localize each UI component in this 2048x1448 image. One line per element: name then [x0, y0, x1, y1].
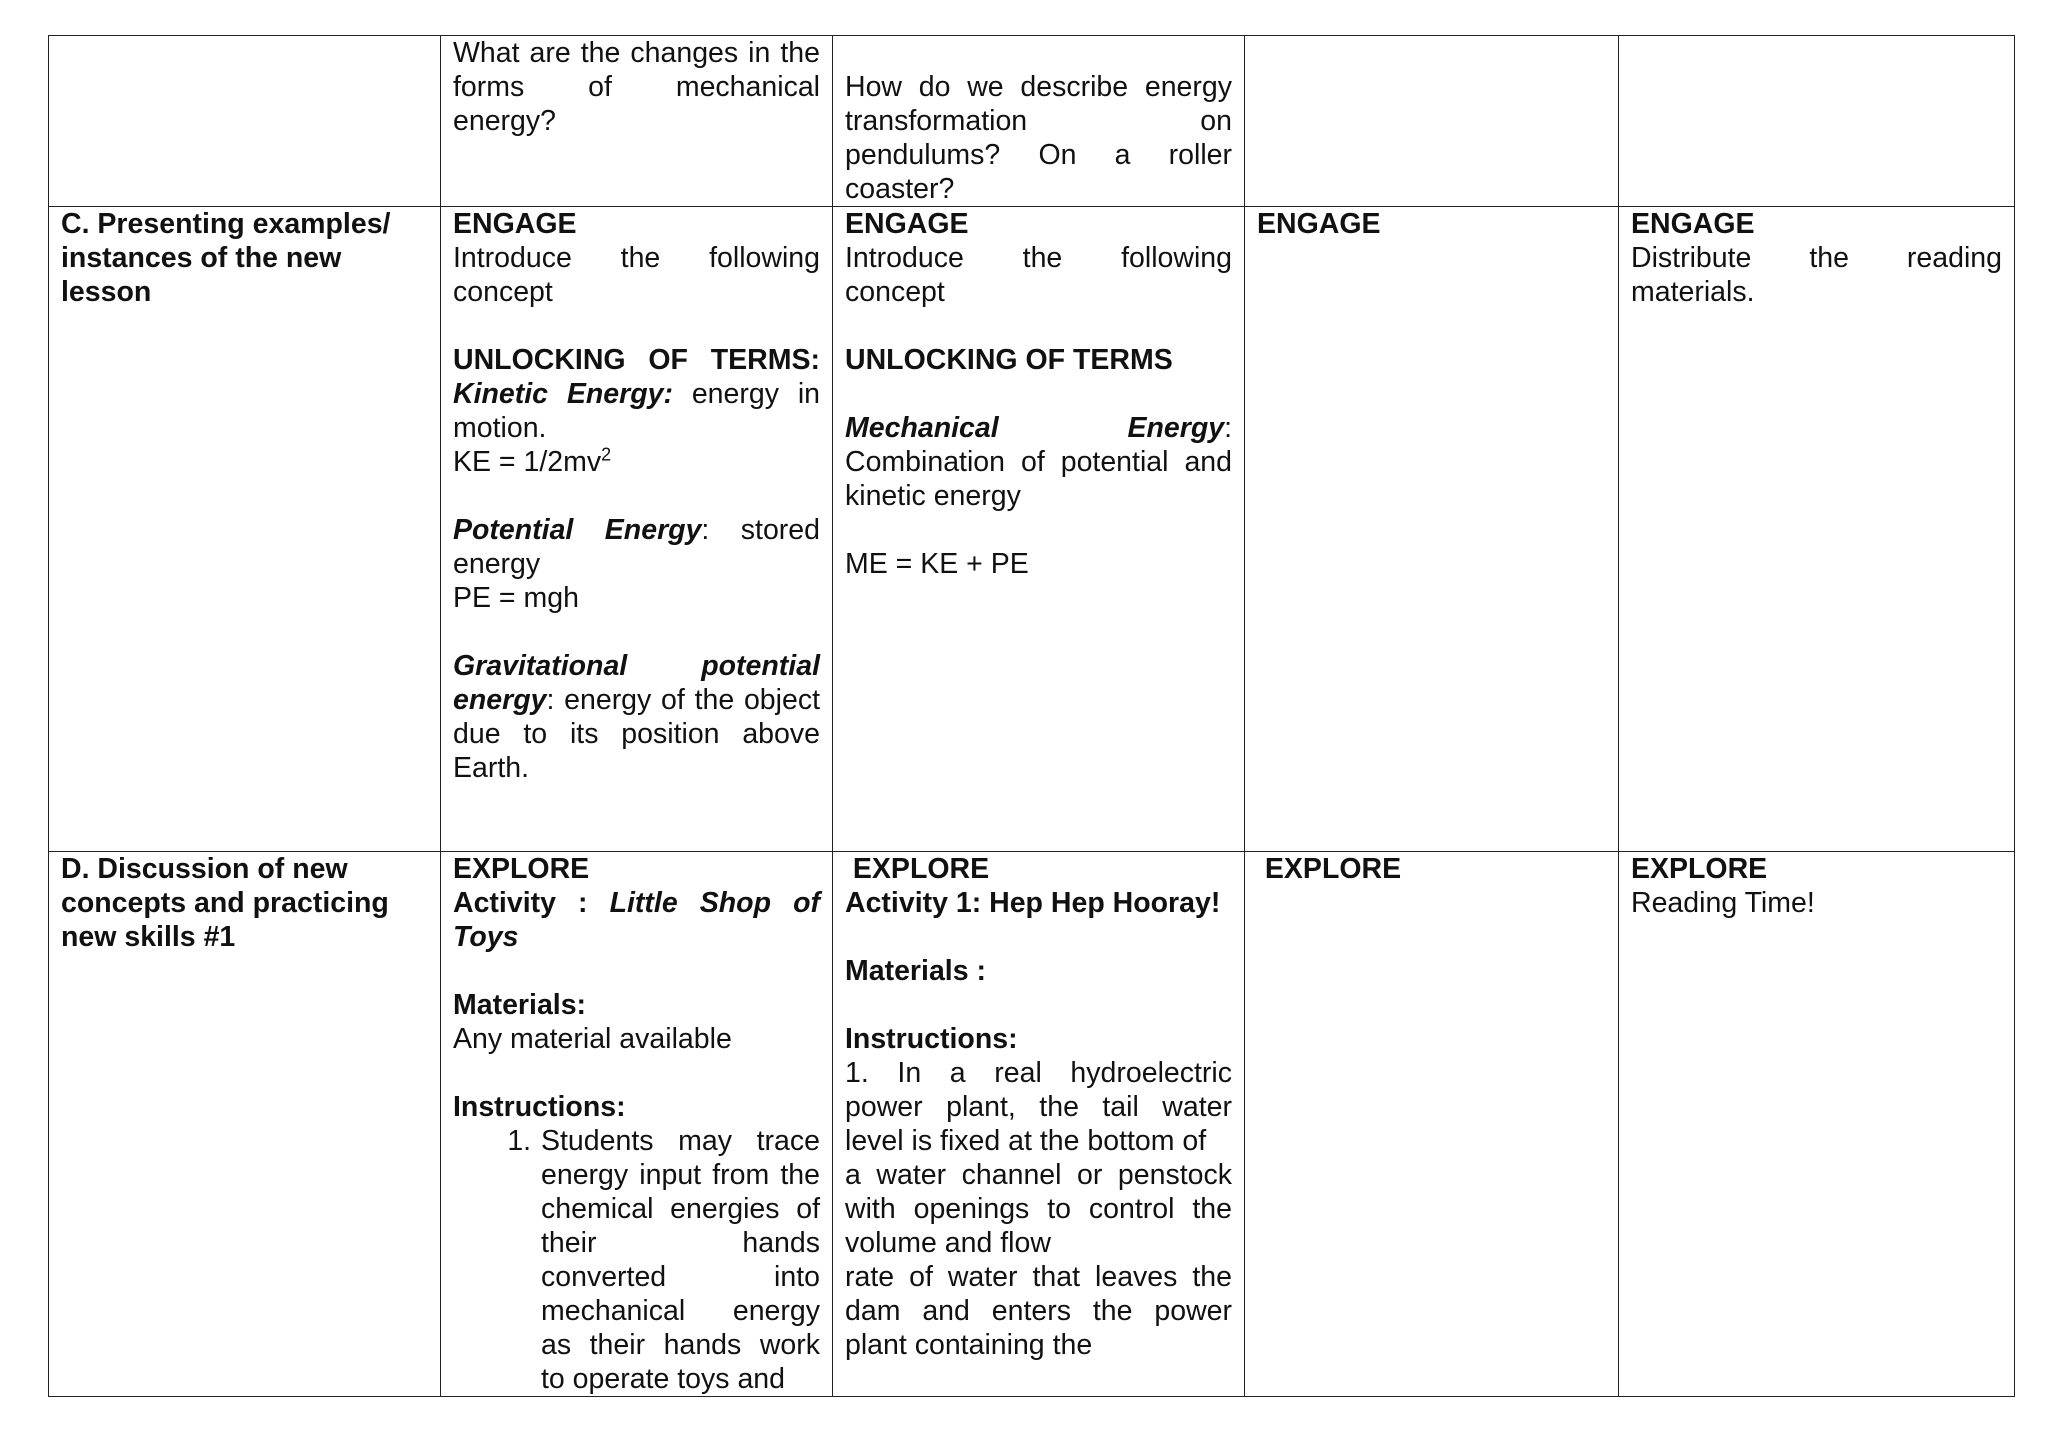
text-line: concept	[453, 276, 553, 308]
materials-label: Materials:	[453, 989, 587, 1021]
engage-heading: ENGAGE	[1257, 208, 1381, 240]
text-line: coaster?	[845, 173, 955, 205]
text-line: their hands	[541, 1227, 820, 1259]
instructions-label: Instructions:	[453, 1091, 626, 1123]
text-line: pendulums? On a roller	[845, 139, 1232, 171]
row-d-day4	[1619, 852, 2015, 1397]
explore-heading: EXPLORE	[1257, 853, 1402, 885]
text-line: to operate toys and	[541, 1363, 786, 1395]
guide-question-day3	[1245, 36, 1619, 207]
text-line: 1. Students may trace	[541, 1125, 820, 1157]
row-label-line: concepts and practicing	[61, 887, 389, 919]
text-line: Introduce the following	[453, 242, 820, 274]
engage-heading: ENGAGE	[453, 208, 577, 240]
lesson-plan-table	[48, 35, 2015, 1397]
row-c-day4	[1619, 207, 2015, 852]
guide-label-cell	[49, 36, 441, 207]
pe-formula: PE = mgh	[453, 582, 579, 614]
formula-exponent: 2	[601, 444, 612, 465]
term-name: energy	[453, 684, 547, 716]
reading-time-text: Reading Time!	[1631, 887, 1815, 919]
row-label-line: lesson	[61, 276, 152, 308]
row-label-line: D. Discussion of new	[61, 853, 348, 885]
row-label-line: C. Presenting examples/	[61, 208, 391, 240]
guide-question-day1	[441, 36, 833, 207]
guide-question-day2	[833, 36, 1245, 207]
guide-question-day4	[1619, 36, 2015, 207]
instruction-item	[539, 1124, 820, 1396]
row-c-presenting-examples	[49, 207, 2015, 852]
text-line: mechanical energy	[541, 1295, 820, 1327]
activity-title	[453, 886, 820, 920]
engage-heading: ENGAGE	[1631, 208, 1755, 240]
text-line: materials.	[1631, 276, 1755, 308]
explore-heading: EXPLORE	[845, 853, 990, 885]
guide-questions-row	[49, 36, 2015, 207]
row-c-label	[49, 207, 441, 852]
term-colon: :	[1224, 412, 1232, 444]
text-line: motion.	[453, 412, 547, 444]
mechanical-energy-term	[845, 411, 1232, 445]
row-d-label	[49, 852, 441, 1397]
term-definition: : stored	[701, 514, 820, 546]
explore-heading: EXPLORE	[453, 853, 590, 885]
text-line: volume and flow	[845, 1227, 1051, 1259]
text-line: What are the changes in the	[453, 37, 820, 69]
text-line: Introduce the following	[845, 242, 1232, 274]
text-line: Combination of potential and	[845, 446, 1232, 478]
instructions-label: Instructions:	[845, 1023, 1018, 1055]
text-line: level is fixed at the bottom of	[845, 1125, 1207, 1157]
text-line: with openings to control the	[845, 1193, 1232, 1225]
text-line: transformation on	[845, 105, 1232, 137]
ke-formula	[453, 445, 820, 479]
term-name: Kinetic Energy:	[453, 378, 673, 410]
row-label-line: instances of the new	[61, 242, 342, 274]
activity-name: Little Shop of	[609, 887, 820, 919]
instructions-list	[453, 1124, 820, 1396]
activity-label: Activity :	[453, 887, 610, 919]
term-definition: : energy of the object	[546, 684, 820, 716]
row-c-day1	[441, 207, 833, 852]
activity-name: Toys	[453, 921, 519, 953]
text-line: 1. In a real hydroelectric	[845, 1057, 1232, 1089]
text-line: converted into	[541, 1261, 820, 1293]
term-name: Gravitational potential	[453, 650, 820, 682]
text-line: energy?	[453, 105, 556, 137]
text-line: kinetic energy	[845, 480, 1021, 512]
row-label-line: new skills #1	[61, 921, 236, 953]
kinetic-energy-term	[453, 377, 820, 411]
text-line: Earth.	[453, 752, 530, 784]
text-line: due to its position above	[453, 718, 820, 750]
term-name: Mechanical Energy	[845, 412, 1225, 444]
engage-heading: ENGAGE	[845, 208, 969, 240]
text-line: dam and enters the power	[845, 1295, 1232, 1327]
text-line: energy	[453, 548, 541, 580]
activity-title: Activity 1: Hep Hep Hooray!	[845, 887, 1221, 919]
row-c-day3	[1245, 207, 1619, 852]
text-line: forms of mechanical	[453, 71, 820, 103]
row-d-discussion	[49, 852, 2015, 1397]
row-d-day3	[1245, 852, 1619, 1397]
text-line: concept	[845, 276, 945, 308]
text-line: energy input from the	[541, 1159, 820, 1191]
explore-heading: EXPLORE	[1631, 853, 1768, 885]
row-d-day1	[441, 852, 833, 1397]
text-line: power plant, the tail water	[845, 1091, 1232, 1123]
term-name: Potential Energy	[453, 514, 702, 546]
text-line: How do we describe energy	[845, 71, 1232, 103]
text-line: chemical energies of	[541, 1193, 820, 1225]
gravitational-energy-term	[453, 683, 820, 717]
materials-label: Materials :	[845, 955, 986, 987]
text-line: rate of water that leaves the	[845, 1261, 1232, 1293]
text-line: a water channel or penstock	[845, 1159, 1232, 1191]
formula-text: KE = 1/2mv	[453, 446, 602, 478]
text-line: Distribute the reading	[1631, 242, 2002, 274]
unlocking-terms-heading: UNLOCKING OF TERMS:	[453, 344, 820, 376]
materials-text: Any material available	[453, 1023, 732, 1055]
text-line: plant containing the	[845, 1329, 1093, 1361]
row-c-day2	[833, 207, 1245, 852]
potential-energy-term	[453, 513, 820, 547]
me-formula: ME = KE + PE	[845, 548, 1029, 580]
term-definition: energy in	[672, 378, 820, 410]
row-d-day2	[833, 852, 1245, 1397]
text-line: as their hands work	[541, 1329, 820, 1361]
unlocking-terms-heading: UNLOCKING OF TERMS	[845, 344, 1173, 376]
